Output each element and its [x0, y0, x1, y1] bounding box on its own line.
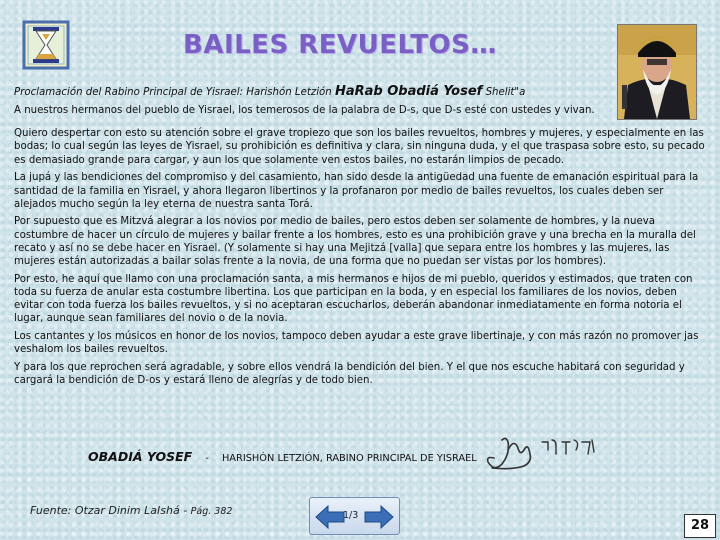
paragraph: Por supuesto que es Mitzvá alegrar a los novios por medio de bailes, pero estos deben ser solamente de hombres, y la nueva costumbre de hacer un círculo de mujeres y bailar frente a los hombres, esto es una prohibición grave y una brecha en la muralla del recato y así no se debe hacer en Yisrael. (Y solamente si hay una Mejitzá [valla] que separa entre los hombres y las mujeres, las mujeres están autorizadas a bailar solas frente a la novia, de una forma que no puedan ser vistas por los hombres). — [14, 216, 696, 268]
page-number: 28 — [684, 514, 716, 538]
slide-counter: 1/3 — [343, 510, 359, 521]
signature-line — [88, 446, 477, 465]
source-citation — [30, 504, 232, 517]
paragraph: Los cantantes y los músicos en honor de los novios, tampoco deben ayudar a este grave libertinaje, y con más razón no promover jas veshalom los bailes revueltos. — [14, 331, 699, 356]
page-title: BAILES REVUELTOS… — [183, 30, 497, 60]
paragraph: Y para los que reprochen será agradable, y sobre ellos vendrá la bendición del bien. Y el que nos escuche habitará con seguridad y cargará la bendición de D-os y estará lleno de alegrías y de todo bien. — [14, 361, 685, 387]
subtitle-name: HaRab Obadiá Yosef — [334, 84, 483, 99]
subtitle — [14, 84, 525, 99]
signer-role: HARISHÓN LETZIÓN, RABINO PRINCIPAL DE YISRAEL — [221, 453, 477, 464]
subtitle-suffix: Shelit"a — [485, 87, 526, 98]
subtitle-prefix: Proclamación del Rabino Principal de Yisrael: Harishón Letzión — [14, 87, 332, 98]
paragraph: Quiero despertar con esto su atención sobre el grave tropiezo que son los bailes revueltos, hombres y mujeres, y especialmente en las bodas; lo cual según las leyes de Yisrael, su prohibición es definitiva y clara, sin ninguna duda, y el que traspasa sobre esto, su pecado es demasiado grande para cargar, y aun los que solamente ven estos bailes, no estarán limpios de pecado. — [14, 128, 705, 166]
next-arrow-icon[interactable] — [363, 504, 395, 530]
proclamation-body — [14, 104, 705, 392]
hourglass-icon — [20, 18, 72, 72]
paragraph: Por esto, he aquí que llamo con una proclamación santa, a mis hermanos e hijos de mi pueblo, queridos y estimados, que traten con toda su fuerza de anular esta costumbre libertina. Los que participan en la boda, y en especial los familiares de los novios, deben evitar con toda fuerza los bailes revueltos, y si no aceptaran escucharlos, deberán abandonar inmediatamente en forma notoria el lugar, aunque sean familiares del novio o de la novia. — [14, 273, 693, 325]
signer-name: OBADIÁ YOSEF — [88, 449, 193, 464]
rabbi-portrait — [617, 24, 697, 120]
previous-arrow-icon[interactable] — [314, 504, 346, 530]
handwritten-signature — [484, 432, 604, 474]
signer-dash: - — [205, 453, 209, 464]
source-label: Fuente: Otzar Dinim LaIshá - — [30, 504, 188, 517]
paragraph: La jupá y las bendiciones del compromiso y del casamiento, han sido desde la antigüedad una fuente de emanación espiritual para la santidad de la familia en Yisrael, y ahora llegaron libertinos y la profanaron por medio de bailes revueltos, los cuales deben ser alejados mucho según la ley eterna de nuestra santa Torá. — [14, 172, 699, 210]
source-page: Pág. 382 — [190, 506, 233, 517]
paragraph-greeting: A nuestros hermanos del pueblo de Yisrael, los temerosos de la palabra de D-s, que D-s esté con ustedes y vivan. — [14, 105, 595, 116]
